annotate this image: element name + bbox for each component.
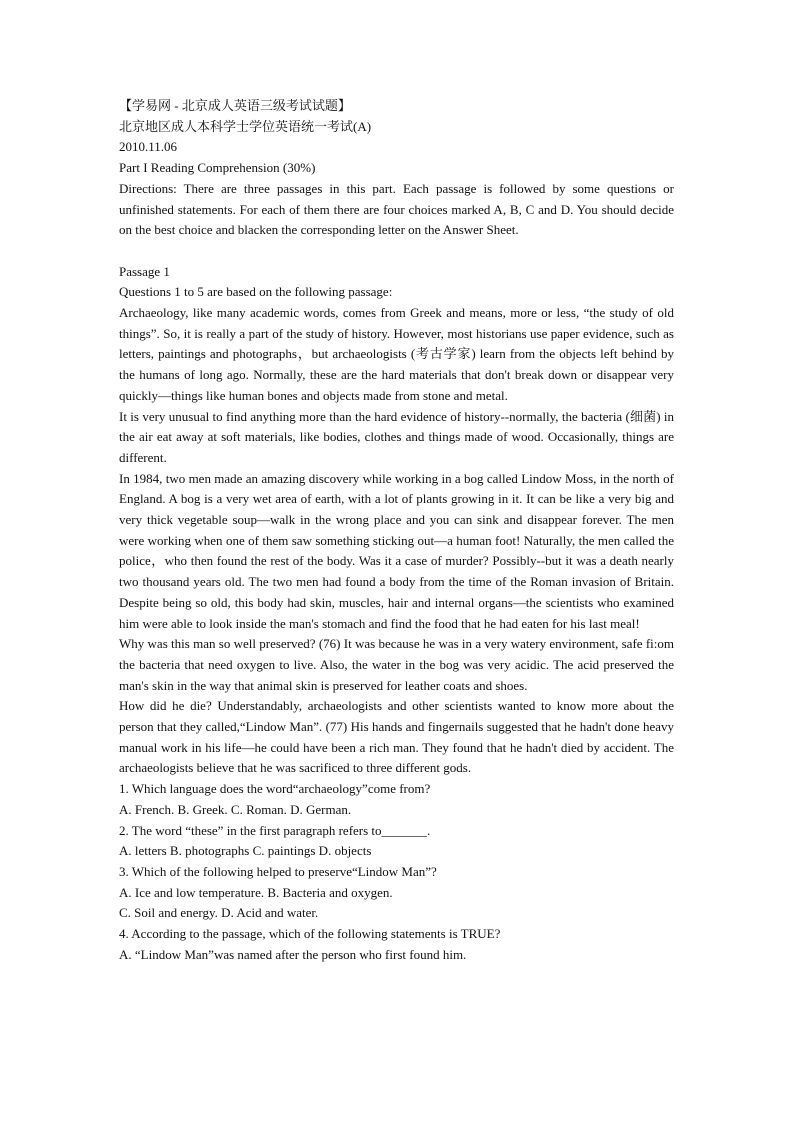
question-options: C. Soil and energy. D. Acid and water. — [119, 905, 319, 921]
question-stem: 3. Which of the following helped to preserve“Lindow Man”? — [119, 864, 437, 879]
question-options: A. “Lindow Man”was named after the person who first found him. — [119, 946, 467, 962]
directions: Directions: There are three passages in this part. Each passage is followed by some questions or unfinished statements. For each of them there are four choices marked A, B, C and D. You should decide on the best choice and blacken the corresponding letter on the Answer Sheet. — [119, 180, 674, 238]
source-header: 【学易网 - 北京成人英语三级考试试题】 — [119, 98, 351, 113]
question-options: A. letters B. photographs C. paintings D. objects — [119, 843, 372, 859]
question-stem: 4. According to the passage, which of the following statements is TRUE? — [119, 926, 501, 942]
question-stem: 1. Which language does the word“archaeology”come from? — [119, 781, 431, 797]
question-options: A. French. B. Greek. C. Roman. D. German. — [119, 801, 352, 817]
passage-paragraph: How did he die? Understandably, archaeologists and other scientists wanted to know more about the person that they called,“Lindow Man”. (77) His hands and fingernails suggested that he hadn't done heavy manual work in his life—he could have been a rich man. They found that he hadn't died by accident. The archaeologists believe that he was sacrificed to three different gods. — [119, 698, 674, 776]
question-stem: 2. The word “these” in the first paragraph refers to_______. — [119, 822, 431, 838]
passage-paragraph: It is very unusual to find anything more than the hard evidence of history--normally, the bacteria (细菌) in the air eat away at soft materials, like bodies, clothes and things made of wood. Occasionally, things are different. — [119, 408, 674, 465]
passage-paragraph: Why was this man so well preserved? (76) It was because he was in a very watery environment, safe fi:om the bacteria that need oxygen to live. Also, the water in the bog was very acidic. The acid preserved the man's skin in the way that animal skin is preserved for leather coats and shoes. — [119, 636, 674, 693]
passage-paragraph: Archaeology, like many academic words, comes from Greek and means, more or less, “the study of old things”. So, it is really a part of the study of history. However, most historians use paper evidence, such as letters, paintings and photographs，but archaeologists (考古学家) learn from the objects left behind by the humans of long ago. Normally, these are the hard materials that don't break down or disappear very quickly—things like human bones and objects made from stone and metal. — [119, 305, 674, 403]
passage-intro: Questions 1 to 5 are based on the following passage: — [119, 284, 393, 300]
spacer — [119, 241, 674, 262]
part-title: Part I Reading Comprehension (30%) — [119, 160, 316, 176]
question-options: A. Ice and low temperature. B. Bacteria and oxygen. — [119, 884, 393, 900]
exam-title: 北京地区成人本科学士学位英语统一考试(A) — [119, 118, 372, 134]
document-page — [119, 96, 674, 966]
passage-title: Passage 1 — [119, 263, 170, 279]
exam-date: 2010.11.06 — [119, 139, 178, 155]
passage-paragraph: In 1984, two men made an amazing discovery while working in a bog called Lindow Moss, in the north of England. A bog is a very wet area of earth, with a lot of plants growing in it. It can be like a very big and very thick vegetable soup—walk in the wrong place and you can sink and disappear forever. The men were working when one of them saw something sticking out—a human foot! Naturally, the men called the police，who then found the rest of the body. Was it a case of murder? Possibly--but it was a death nearly two thousand years old. The two men had found a body from the time of the Roman invasion of Britain. Despite being so old, this body had skin, muscles, hair and internal organs—the scientists who examined him were able to look inside the man's stomach and find the food that he had eaten for his last meal! — [119, 470, 674, 631]
